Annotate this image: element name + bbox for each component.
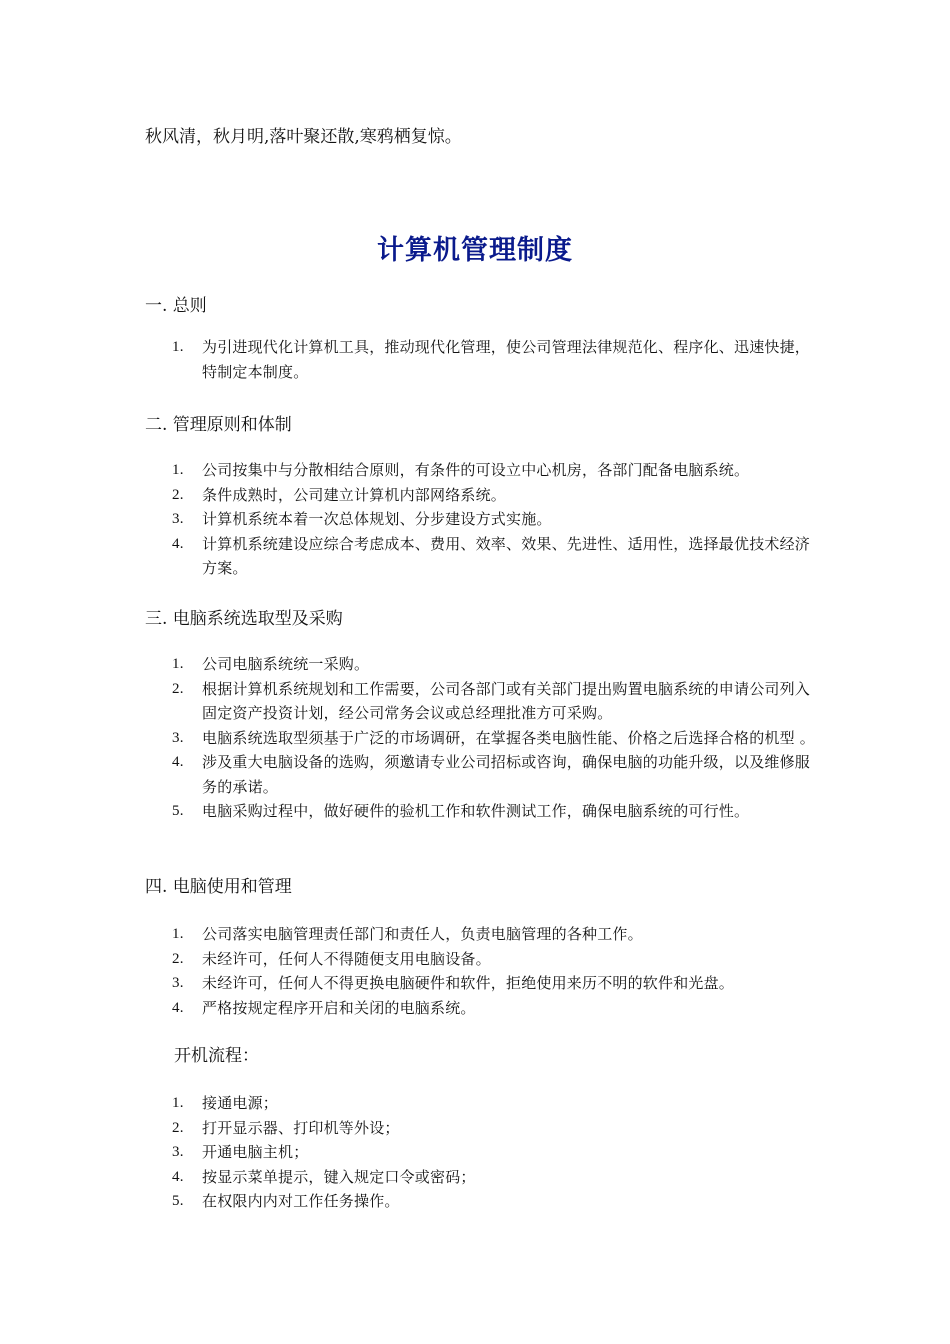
list-item [145, 971, 815, 996]
list-item [145, 1189, 815, 1214]
list-item-number: 2. [172, 1119, 184, 1136]
list-item-text: 公司按集中与分散相结合原则，有条件的可设立中心机房，各部门配备电脑系统。 [202, 461, 750, 479]
section-list [145, 652, 815, 824]
list-item-number: 4. [172, 1168, 184, 1185]
section-list [145, 335, 815, 384]
list-item-text: 涉及重大电脑设备的选购，须邀请专业公司招标或咨询，确保电脑的功能升级，以及维修服务的承诺。 [202, 753, 811, 796]
list-item-number: 1. [172, 926, 184, 942]
section-heading: 二. 管理原则和体制 [145, 415, 292, 435]
list-item [145, 750, 815, 799]
list-item-number: 3. [172, 729, 184, 746]
list-item-text: 在权限内内对工作任务操作。 [202, 1192, 400, 1210]
list-item-text: 接通电源； [202, 1094, 279, 1112]
section-heading: 一. 总则 [145, 296, 207, 316]
document-title: 计算机管理制度 [377, 235, 573, 266]
section-principles [145, 412, 815, 581]
list-item-text: 电脑系统选取型须基于广泛的市场调研，在掌握各类电脑性能、价格之后选择合格的机型 。 [202, 728, 815, 747]
list-item-number: 1. [172, 656, 184, 672]
section-heading: 四. 电脑使用和管理 [145, 877, 292, 897]
list-item [145, 652, 815, 677]
list-item [145, 483, 815, 508]
list-item [145, 1091, 815, 1116]
list-item-text: 开通电脑主机； [202, 1143, 309, 1161]
list-item [145, 532, 815, 581]
list-item-number: 2. [172, 486, 184, 503]
section-usage [145, 874, 815, 1020]
startup-list [145, 1091, 815, 1214]
section-heading: 三. 电脑系统选取型及采购 [145, 609, 343, 629]
list-item [145, 335, 815, 384]
list-item-text: 严格按规定程序开启和关闭的电脑系统。 [202, 998, 476, 1017]
section-list [145, 922, 815, 1020]
section-list [145, 458, 815, 581]
list-item [145, 1116, 815, 1141]
list-item-text: 未经许可，任何人不得随便支用电脑设备。 [202, 949, 491, 968]
list-item [145, 799, 815, 824]
list-item-number: 1. [172, 462, 184, 478]
list-item-text: 未经许可，任何人不得更换电脑硬件和软件，拒绝使用来历不明的软件和光盘。 [202, 974, 735, 992]
list-item [145, 996, 815, 1021]
section-general [145, 293, 815, 384]
list-item-number: 2. [172, 680, 184, 697]
list-item [145, 726, 815, 751]
list-item [145, 1165, 815, 1190]
list-item-number: 3. [172, 1144, 184, 1160]
list-item [145, 922, 815, 947]
list-item-text: 计算机系统建设应综合考虑成本、费用、效率、效果、先进性、适用性，选择最优技术经济方案。 [202, 534, 811, 577]
section-startup [145, 1043, 815, 1214]
list-item-text: 按显示菜单提示，键入规定口令或密码； [202, 1167, 476, 1186]
list-item-text: 根据计算机系统规划和工作需要，公司各部门或有关部门提出购置电脑系统的申请公司列入固定资产投资计划，经公司常务会议或总经理批准方可采购。 [202, 679, 811, 722]
list-item-text: 公司电脑系统统一采购。 [202, 655, 370, 673]
list-item-number: 1. [172, 339, 184, 355]
list-item-number: 4. [172, 754, 184, 770]
poem-line: 秋风清，秋月明,落叶聚还散,寒鸦栖复惊。 [145, 127, 462, 147]
list-item-number: 3. [172, 975, 184, 991]
startup-heading: 开机流程： [174, 1046, 259, 1066]
list-item [145, 458, 815, 483]
list-item [145, 677, 815, 726]
list-item-number: 4. [172, 999, 184, 1016]
list-item-number: 2. [172, 950, 184, 967]
list-item-text: 计算机系统本着一次总体规划、分步建设方式实施。 [202, 510, 552, 528]
list-item [145, 507, 815, 532]
list-item-number: 1. [172, 1095, 184, 1111]
list-item-text: 为引进现代化计算机工具，推动现代化管理，使公司管理法律规范化、程序化、迅速快捷，特制定本制度。 [202, 338, 811, 381]
list-item-number: 4. [172, 535, 184, 552]
list-item-text: 打开显示器、打印机等外设； [202, 1118, 400, 1137]
section-procurement [145, 606, 815, 824]
list-item-number: 3. [172, 511, 184, 527]
list-item-text: 条件成熟时，公司建立计算机内部网络系统。 [202, 485, 507, 504]
list-item-text: 电脑采购过程中，做好硬件的验机工作和软件测试工作，确保电脑系统的可行性。 [202, 802, 750, 820]
list-item-text: 公司落实电脑管理责任部门和责任人，负责电脑管理的各种工作。 [202, 925, 643, 943]
list-item-number: 5. [172, 803, 184, 819]
list-item [145, 947, 815, 972]
list-item [145, 1140, 815, 1165]
list-item-number: 5. [172, 1193, 184, 1209]
